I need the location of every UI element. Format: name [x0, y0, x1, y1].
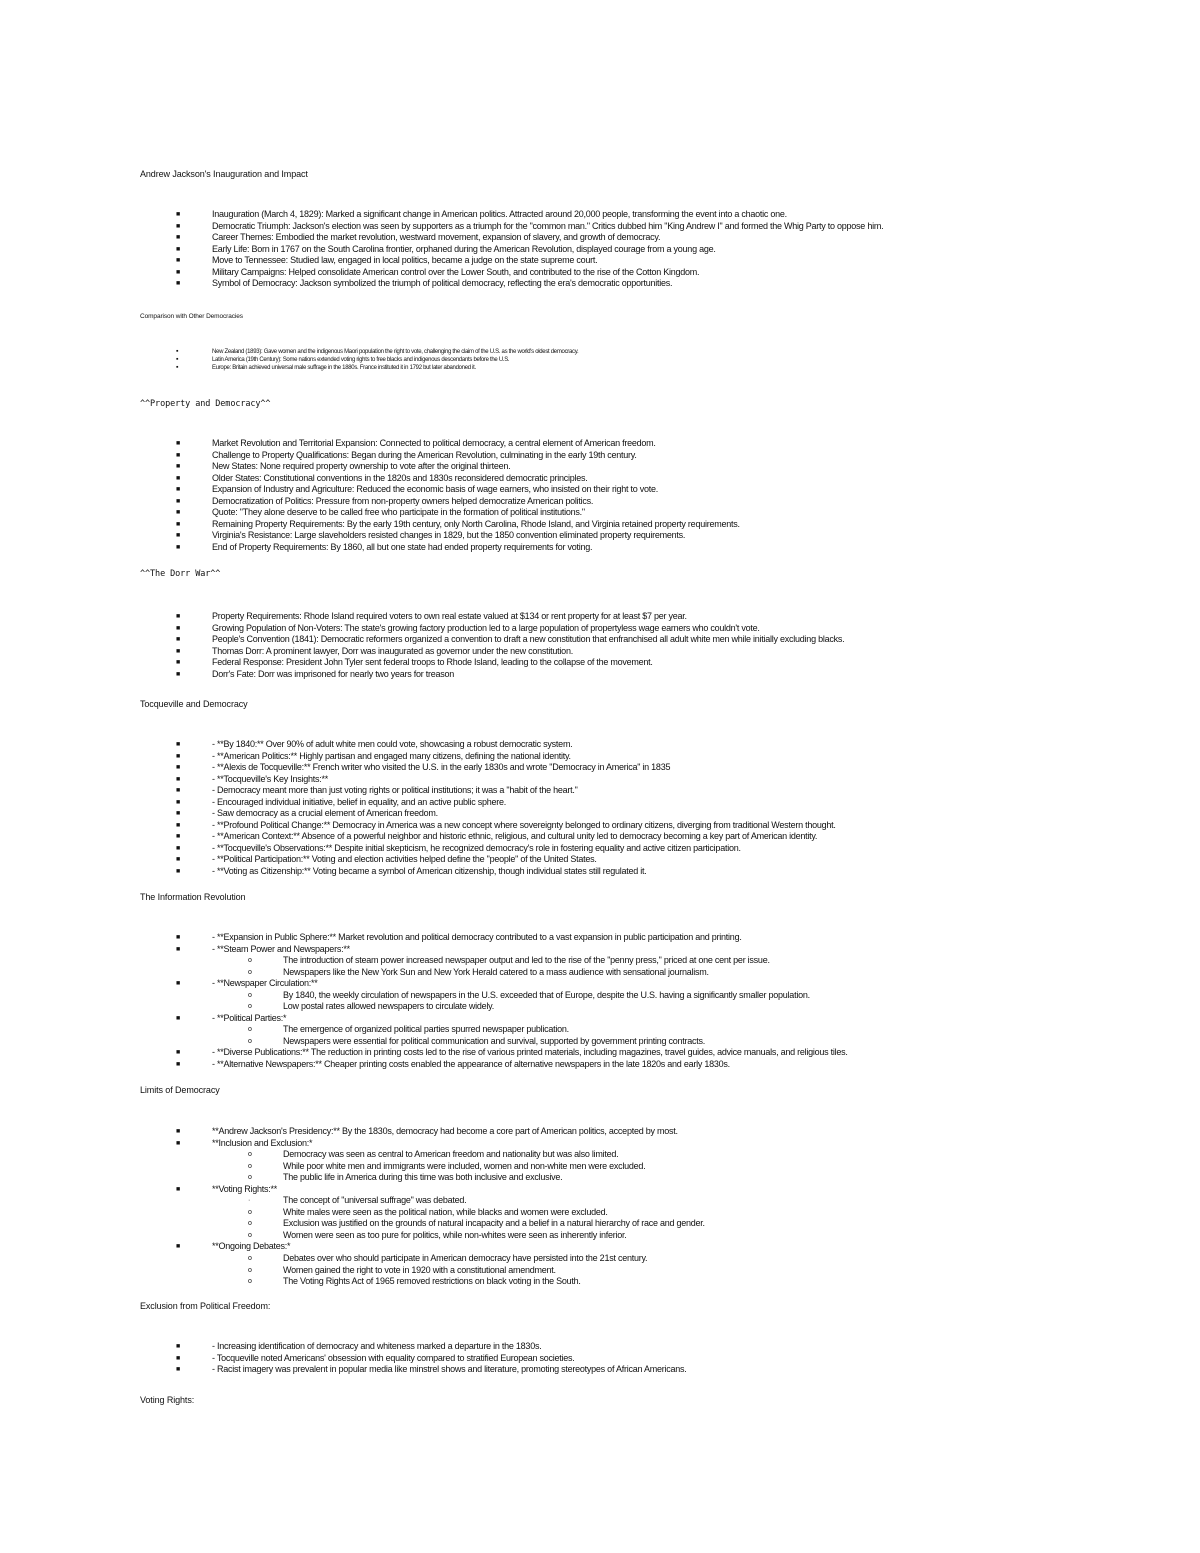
square-bullet-icon: ▪	[176, 356, 179, 363]
list-item-text: While poor white men and immigrants were included, women and non-white men were excluded.	[283, 1160, 646, 1171]
document-section	[140, 892, 848, 1071]
circle-bullet-icon: o	[248, 1003, 252, 1011]
list-item-text: Market Revolution and Territorial Expansion: Connected to political democracy, a central element of American freedom.	[212, 438, 656, 448]
list-item-text: Move to Tennessee: Studied law, engaged in local politics, became a judge on the state supreme court.	[212, 255, 598, 266]
document-section	[140, 699, 836, 878]
list-item-text: People's Convention (1841): Democratic reformers organized a convention to draft a new constitution that enfranchised all adult white men while initially excluding blacks.	[212, 634, 845, 645]
list-item	[140, 542, 740, 554]
list-item-text: Democratization of Politics: Pressure from non-property owners helped democratize American politics.	[212, 495, 594, 506]
list-item	[140, 623, 844, 635]
circle-bullet-icon: o	[248, 1026, 252, 1034]
list-item	[140, 854, 836, 866]
list-item-text: - **Newspaper Circulation:**	[212, 978, 318, 989]
square-bullet-icon: ■	[176, 636, 180, 644]
list-item-text: Europe: Britain achieved universal male suffrage in the 1880s. France instituted it in 1792 but later abandoned it.	[212, 365, 476, 371]
list-item-text: Latin America (19th Century): Some nations extended voting rights to free blacks and indigenous descendants before the U.S.	[212, 357, 510, 363]
list-item	[140, 244, 883, 256]
list-item	[140, 944, 848, 956]
square-bullet-icon: ■	[176, 463, 180, 471]
list-item	[140, 1353, 686, 1365]
bullet-list	[140, 739, 836, 878]
square-bullet-icon: ■	[176, 497, 180, 505]
list-item-text: Remaining Property Requirements: By the early 19th century, only North Carolina, Rhode Island, and Virginia retained property requirements.	[212, 518, 740, 529]
list-item-text: Symbol of Democracy: Jackson symbolized the triumph of political democracy, reflecting the era's democratic opportunities.	[212, 278, 673, 289]
list-item-text: - **Diverse Publications:** The reduction in printing costs led to the rise of various printed materials, including magazines, travel guides, advice manuals, and religious tiles.	[212, 1047, 848, 1058]
sub-list-item	[140, 1276, 705, 1288]
list-item	[140, 669, 844, 681]
list-item-text: Career Themes: Embodied the market revolution, westward movement, expansion of slavery, and growth of democracy.	[212, 232, 661, 243]
list-item	[140, 774, 836, 786]
list-item	[140, 866, 836, 878]
section-heading: Tocqueville and Democracy	[140, 699, 248, 709]
bullet-list	[140, 438, 740, 553]
section-heading: Andrew Jackson's Inauguration and Impact	[140, 169, 308, 179]
square-bullet-icon: ■	[176, 234, 180, 242]
list-item-text: The emergence of organized political parties spurred newspaper publication.	[283, 1024, 569, 1035]
sub-list-item	[140, 1161, 705, 1173]
list-item-text: - **Profound Political Change:** Democracy in America was a new concept where sovereignty belonged to ordinary citizens, diverging from traditional Western thought.	[212, 819, 836, 830]
list-item	[140, 808, 836, 820]
square-bullet-icon: ■	[176, 1243, 180, 1251]
list-item	[140, 255, 883, 267]
circle-bullet-icon: ·	[248, 1197, 251, 1205]
list-item-text: - **Tocqueville's Observations:** Despite initial skepticism, he recognized democracy's role in fostering equality and active citizen participation.	[212, 842, 741, 853]
list-item-text: - **Political Parties:*	[212, 1012, 287, 1023]
square-bullet-icon: ■	[176, 810, 180, 818]
square-bullet-icon: ■	[176, 764, 180, 772]
circle-bullet-icon: o	[248, 1278, 252, 1286]
list-item	[140, 634, 844, 646]
sub-list-item	[140, 1207, 705, 1219]
list-item	[140, 739, 836, 751]
circle-bullet-icon: o	[248, 1266, 252, 1274]
square-bullet-icon: ■	[176, 1366, 180, 1374]
list-item-text: Military Campaigns: Helped consolidate American control over the Lower South, and contributed to the rise of the Cotton Kingdom.	[212, 266, 700, 277]
list-item	[140, 1138, 705, 1150]
square-bullet-icon: ■	[176, 451, 180, 459]
square-bullet-icon: ■	[176, 1139, 180, 1147]
square-bullet-icon: ■	[176, 821, 180, 829]
square-bullet-icon: ■	[176, 1061, 180, 1069]
circle-bullet-icon: o	[248, 957, 252, 965]
sub-list-item	[140, 1001, 848, 1013]
square-bullet-icon: ■	[176, 532, 180, 540]
square-bullet-icon: ■	[176, 856, 180, 864]
square-bullet-icon: ■	[176, 752, 180, 760]
list-item	[140, 797, 836, 809]
square-bullet-icon: ■	[176, 486, 180, 494]
list-item-text: - **Political Participation:** Voting and election activities helped define the "people" of the United States.	[212, 854, 597, 865]
list-item-text: Older States: Constitutional conventions in the 1820s and 1830s reconsidered democratic principles.	[212, 472, 588, 483]
sub-list-item	[140, 1172, 705, 1184]
list-item	[140, 831, 836, 843]
list-item-text: Democratic Triumph: Jackson's election was seen by supporters as a triumph for the "common man." Critics dubbed him "King Andrew I" and formed the Whig Party to oppose him.	[212, 220, 884, 231]
list-item	[140, 611, 844, 623]
sub-list-item	[140, 1195, 705, 1207]
list-item	[140, 1059, 848, 1071]
list-item-text: By 1840, the weekly circulation of newspapers in the U.S. exceeded that of Europe, despite the U.S. having a significantly smaller population.	[283, 989, 810, 1000]
list-item-text: Virginia's Resistance: Large slaveholders resisted changes in 1829, but the 1850 convention eliminated property requirements.	[212, 530, 686, 541]
square-bullet-icon: ■	[176, 268, 180, 276]
list-item-text: Thomas Dorr: A prominent lawyer, Dorr was inaugurated as governor under the new constitution.	[212, 645, 573, 656]
document-section	[140, 1301, 686, 1376]
circle-bullet-icon: o	[248, 1220, 252, 1228]
square-bullet-icon: ▪	[176, 364, 179, 371]
sub-list-item	[140, 1253, 705, 1265]
square-bullet-icon: ▪	[176, 348, 179, 355]
sub-list-item	[140, 1024, 848, 1036]
list-item	[140, 1126, 705, 1138]
square-bullet-icon: ■	[176, 222, 180, 230]
list-item	[140, 978, 848, 990]
list-item-text: Newspapers like the New York Sun and New York Herald catered to a mass audience with sensational journalism.	[283, 966, 709, 977]
list-item	[140, 1341, 686, 1353]
list-item-text: - Saw democracy as a crucial element of American freedom.	[212, 808, 438, 819]
list-item	[140, 438, 740, 450]
list-item-text: - **By 1840:** Over 90% of adult white men could vote, showcasing a robust democratic system.	[212, 739, 573, 749]
section-heading: Limits of Democracy	[140, 1085, 220, 1095]
list-item-text: - Tocqueville noted Americans' obsession with equality compared to stratified European societies.	[212, 1352, 575, 1363]
square-bullet-icon: ■	[176, 624, 180, 632]
section-heading: Exclusion from Political Freedom:	[140, 1301, 271, 1311]
circle-bullet-icon: o	[248, 991, 252, 999]
circle-bullet-icon: o	[248, 1255, 252, 1263]
list-item-text: Challenge to Property Qualifications: Began during the American Revolution, culminating in the early 19th century.	[212, 449, 637, 460]
sub-list-item	[140, 1218, 705, 1230]
list-item-text: White males were seen as the political nation, while blacks and women were excluded.	[283, 1206, 608, 1217]
square-bullet-icon: ■	[176, 245, 180, 253]
sub-list-item	[140, 1036, 848, 1048]
square-bullet-icon: ■	[176, 980, 180, 988]
list-item-text: - Democracy meant more than just voting rights or political institutions; it was a "habit of the heart."	[212, 785, 578, 796]
list-item-text: - **American Politics:** Highly partisan and engaged many citizens, defining the national identity.	[212, 750, 571, 761]
list-item-text: New States: None required property ownership to vote after the original thirteen.	[212, 461, 511, 472]
square-bullet-icon: ■	[176, 741, 180, 748]
circle-bullet-icon: o	[248, 1231, 252, 1239]
square-bullet-icon: ■	[176, 1049, 180, 1057]
bullet-list	[140, 932, 848, 1071]
section-heading: ^^The Dorr War^^	[140, 569, 221, 579]
square-bullet-icon: ■	[176, 868, 180, 876]
sub-list-item	[140, 1230, 705, 1242]
list-item-text: Property Requirements: Rhode Island required voters to own real estate valued at $134 or rent property for at least $7 per year.	[212, 611, 687, 621]
list-item	[140, 646, 844, 658]
square-bullet-icon: ■	[176, 1343, 180, 1350]
list-item	[140, 932, 848, 944]
list-item-text: Newspapers were essential for political communication and survival, supported by government printing contracts.	[283, 1035, 705, 1046]
circle-bullet-icon: o	[248, 1151, 252, 1159]
circle-bullet-icon: o	[248, 968, 252, 976]
list-item	[140, 1364, 686, 1376]
list-item	[140, 356, 578, 364]
sub-list-item	[140, 1149, 705, 1161]
sub-list-item	[140, 955, 848, 967]
list-item-text: Exclusion was justified on the grounds of natural incapacity and a belief in a natural hierarchy of race and gender.	[283, 1218, 705, 1229]
section-heading: The Information Revolution	[140, 892, 246, 902]
list-item-text: - Racist imagery was prevalent in popular media like minstrel shows and literature, promoting stereotypes of African Americans.	[212, 1364, 687, 1375]
list-item-text: Inauguration (March 4, 1829): Marked a significant change in American politics. Attracted around 20,000 people, transforming the event into a chaotic one.	[212, 209, 787, 219]
circle-bullet-icon: o	[248, 1162, 252, 1170]
sub-list-item	[140, 1265, 705, 1277]
list-item-text: - **Steam Power and Newspapers:**	[212, 943, 350, 954]
square-bullet-icon: ■	[176, 440, 180, 447]
square-bullet-icon: ■	[176, 474, 180, 482]
list-item-text: - **Voting as Citizenship:** Voting became a symbol of American citizenship, though individual states still regulated it.	[212, 866, 647, 877]
list-item-text: Expansion of Industry and Agriculture: Reduced the economic basis of wage earners, who insisted on their right to vote.	[212, 484, 659, 495]
list-item-text: - **Expansion in Public Sphere:** Market revolution and political democracy contributed to a vast expansion in public participation and printing.	[212, 932, 742, 942]
list-item	[140, 473, 740, 485]
square-bullet-icon: ■	[176, 833, 180, 841]
document-section	[140, 1395, 194, 1406]
list-item	[140, 1241, 705, 1253]
section-heading: Voting Rights:	[140, 1395, 195, 1405]
document-section	[140, 569, 844, 680]
list-item	[140, 461, 740, 473]
document-section	[140, 1085, 705, 1288]
list-item	[140, 843, 836, 855]
list-item-text: The Voting Rights Act of 1965 removed restrictions on black voting in the South.	[283, 1276, 581, 1287]
list-item	[140, 450, 740, 462]
list-item	[140, 496, 740, 508]
sub-list-item	[140, 967, 848, 979]
bullet-list	[140, 1341, 686, 1376]
bullet-list	[140, 209, 883, 290]
square-bullet-icon: ■	[176, 509, 180, 517]
list-item	[140, 1013, 848, 1025]
square-bullet-icon: ■	[176, 1185, 180, 1193]
list-item-text: Growing Population of Non-Voters: The state's growing factory production led to a large population of propertyless wage earners who couldn't vote.	[212, 622, 760, 633]
list-item	[140, 364, 578, 372]
list-item-text: Early Life: Born in 1767 on the South Carolina frontier, orphaned during the American Revolution, displayed courage from a young age.	[212, 243, 716, 254]
list-item	[140, 1184, 705, 1196]
section-heading: Comparison with Other Democracies	[140, 313, 243, 320]
list-item-text: **Ongoing Debates:*	[212, 1241, 291, 1252]
list-item-text: - **Alexis de Tocqueville:** French writer who visited the U.S. in the early 1830s and wrote "Democracy in America" in 1835	[212, 762, 671, 773]
list-item-text: - **Tocqueville's Key Insights:**	[212, 773, 329, 784]
square-bullet-icon: ■	[176, 844, 180, 852]
square-bullet-icon: ■	[176, 670, 180, 678]
square-bullet-icon: ■	[176, 280, 180, 288]
square-bullet-icon: ■	[176, 257, 180, 265]
list-item-text: The introduction of steam power increased newspaper output and led to the rise of the "penny press," priced at one cent per issue.	[283, 955, 770, 966]
list-item-text: **Voting Rights:**	[212, 1183, 278, 1194]
list-item	[140, 820, 836, 832]
circle-bullet-icon: o	[248, 1208, 252, 1216]
list-item	[140, 221, 883, 233]
list-item	[140, 267, 883, 279]
list-item	[140, 484, 740, 496]
square-bullet-icon: ■	[176, 945, 180, 953]
square-bullet-icon: ■	[176, 613, 180, 620]
section-heading: ^^Property and Democracy^^	[140, 399, 271, 409]
bullet-list	[140, 1126, 705, 1288]
list-item-text: The concept of "universal suffrage" was debated.	[283, 1195, 467, 1206]
sub-list-item	[140, 990, 848, 1002]
list-item	[140, 785, 836, 797]
document-section	[140, 169, 883, 290]
list-item	[140, 657, 844, 669]
list-item-text: **Andrew Jackson's Presidency:** By the 1830s, democracy had become a core part of American politics, accepted by most.	[212, 1126, 678, 1136]
list-item	[140, 751, 836, 763]
square-bullet-icon: ■	[176, 520, 180, 528]
square-bullet-icon: ■	[176, 647, 180, 655]
list-item-text: Federal Response: President John Tyler sent federal troops to Rhode Island, leading to the collapse of the movement.	[212, 657, 653, 668]
document-section	[140, 311, 578, 372]
circle-bullet-icon: o	[248, 1037, 252, 1045]
list-item-text: **Inclusion and Exclusion:*	[212, 1137, 313, 1148]
list-item-text: Low postal rates allowed newspapers to circulate widely.	[283, 1001, 494, 1012]
square-bullet-icon: ■	[176, 798, 180, 806]
list-item	[140, 519, 740, 531]
square-bullet-icon: ■	[176, 543, 180, 551]
list-item-text: The public life in America during this time was both inclusive and exclusive.	[283, 1172, 563, 1183]
square-bullet-icon: ■	[176, 659, 180, 667]
list-item-text: Democracy was seen as central to American freedom and nationality but was also limited.	[283, 1149, 619, 1160]
list-item	[140, 348, 578, 356]
document-section	[140, 399, 740, 553]
list-item-text: Dorr's Fate: Dorr was imprisoned for nearly two years for treason	[212, 668, 455, 679]
list-item	[140, 762, 836, 774]
bullet-list	[140, 348, 578, 372]
list-item	[140, 209, 883, 221]
list-item-text: Women gained the right to vote in 1920 with a constitutional amendment.	[283, 1264, 556, 1275]
list-item-text: Women were seen as too pure for politics, while non-whites were seen as inherently inferior.	[283, 1229, 627, 1240]
circle-bullet-icon: o	[248, 1174, 252, 1182]
list-item-text: Quote: "They alone deserve to be called free who participate in the formation of political institutions."	[212, 507, 585, 518]
list-item	[140, 278, 883, 290]
square-bullet-icon: ■	[176, 1354, 180, 1362]
list-item-text: - **Alternative Newspapers:** Cheaper printing costs enabled the appearance of alternative newspapers in the late 1820s and early 1830s.	[212, 1059, 730, 1070]
square-bullet-icon: ■	[176, 1014, 180, 1022]
square-bullet-icon: ■	[176, 934, 180, 941]
bullet-list	[140, 611, 844, 680]
list-item	[140, 232, 883, 244]
square-bullet-icon: ■	[176, 775, 180, 783]
list-item	[140, 507, 740, 519]
list-item-text: End of Property Requirements: By 1860, all but one state had ended property requirements for voting.	[212, 541, 593, 552]
list-item-text: New Zealand (1893): Gave women and the indigenous Maori population the right to vote, challenging the claim of the U.S. as the world's oldest democracy.	[212, 349, 579, 355]
list-item-text: Debates over who should participate in American democracy have persisted into the 21st century.	[283, 1253, 648, 1264]
list-item-text: - Increasing identification of democracy and whiteness marked a departure in the 1830s.	[212, 1341, 542, 1351]
list-item	[140, 530, 740, 542]
list-item-text: - Encouraged individual initiative, belief in equality, and an active public sphere.	[212, 796, 507, 807]
square-bullet-icon: ■	[176, 211, 180, 218]
square-bullet-icon: ■	[176, 1128, 180, 1135]
square-bullet-icon: ■	[176, 787, 180, 795]
list-item	[140, 1047, 848, 1059]
list-item-text: - **American Context:** Absence of a powerful neighbor and historic ethnic, religious, and cultural unity led to democracy becoming a key part of American identity.	[212, 831, 818, 842]
